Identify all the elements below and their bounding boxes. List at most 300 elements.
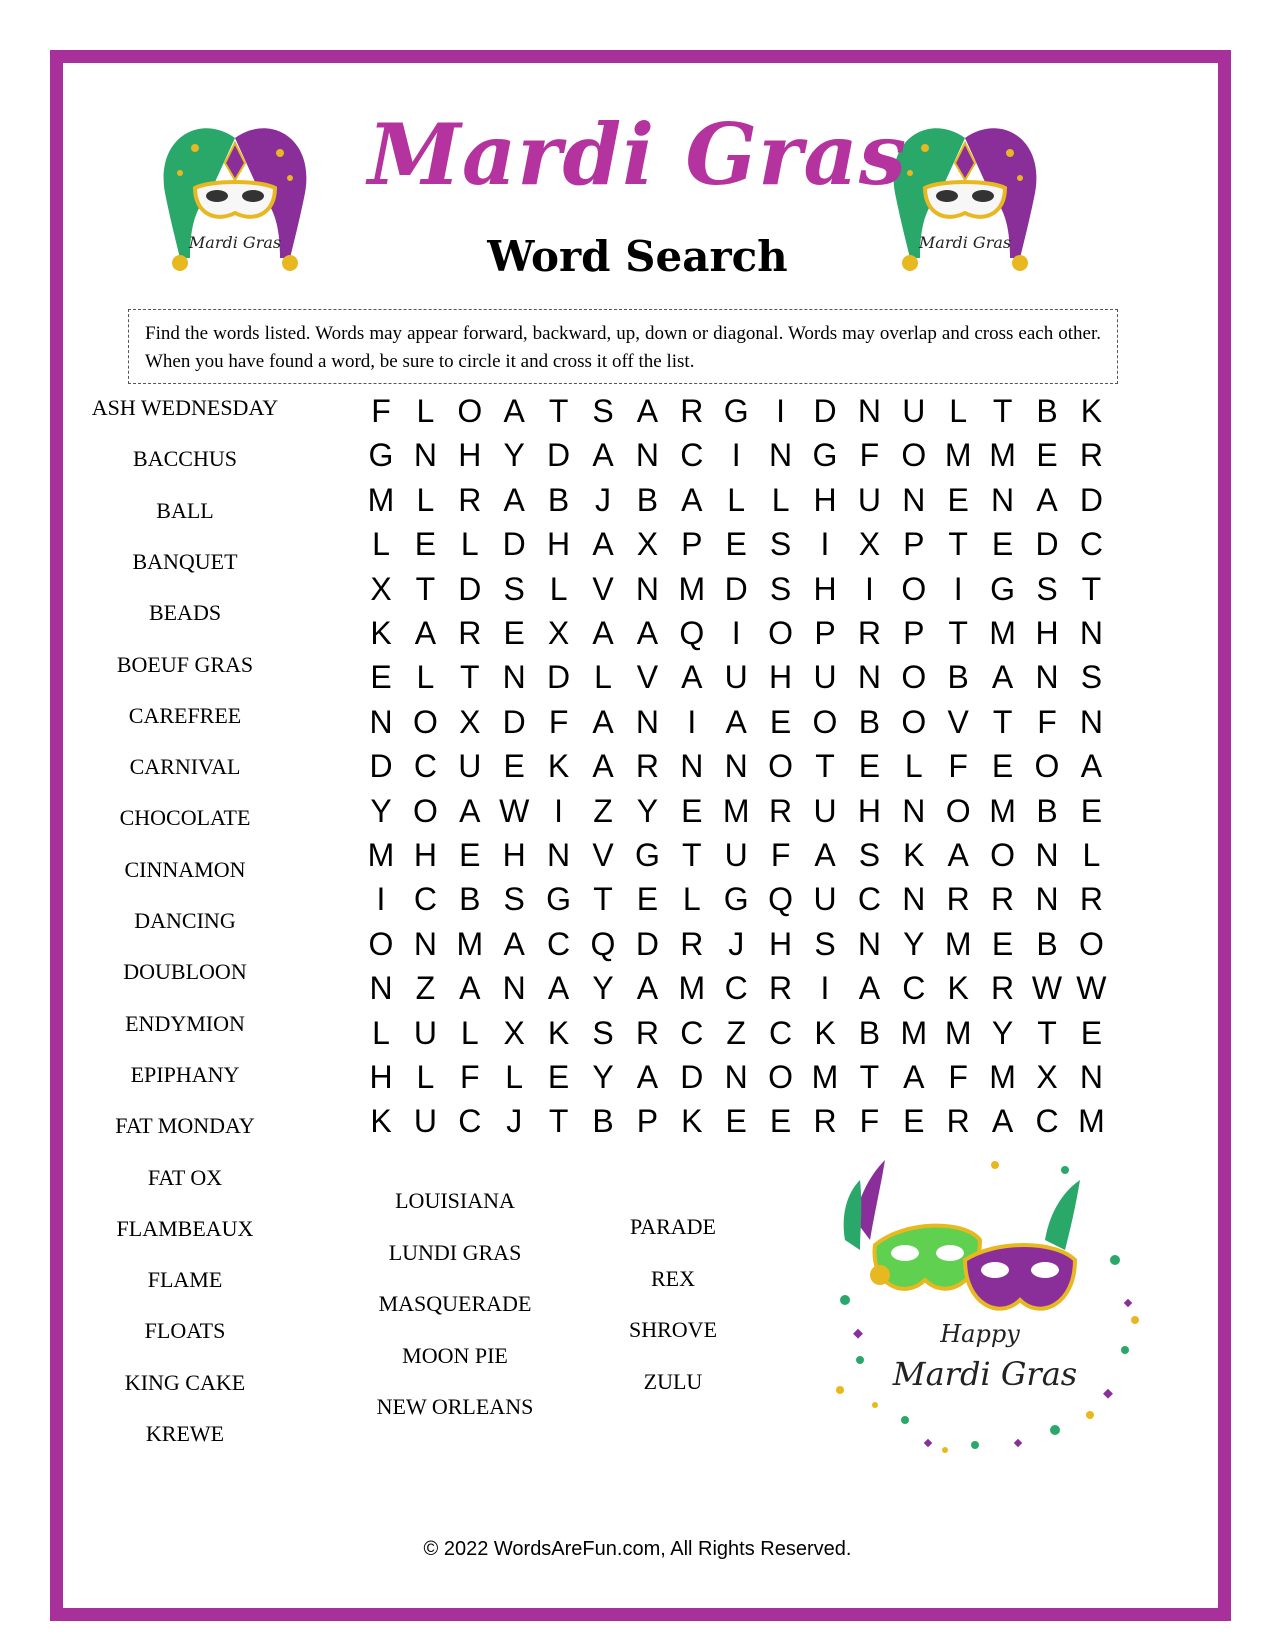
grid-letter[interactable]: O xyxy=(457,393,483,429)
grid-letter[interactable]: M xyxy=(722,792,750,829)
grid-letter[interactable]: M xyxy=(989,1059,1016,1095)
grid-letter[interactable]: O xyxy=(412,792,438,829)
grid-letter[interactable]: N xyxy=(369,703,393,740)
grid-letter[interactable]: O xyxy=(812,703,838,740)
grid-letter[interactable]: F xyxy=(948,748,968,785)
grid-letter[interactable]: K xyxy=(547,1014,570,1051)
grid-letter[interactable]: H xyxy=(502,837,526,873)
grid-letter[interactable]: M xyxy=(367,481,395,518)
grid-letter[interactable]: N xyxy=(502,659,526,696)
grid-letter[interactable]: L xyxy=(904,748,923,785)
grid-letter[interactable]: H xyxy=(857,792,881,829)
grid-letter[interactable]: N xyxy=(857,393,881,429)
grid-letter[interactable]: I xyxy=(953,570,963,607)
grid-letter[interactable]: L xyxy=(549,570,568,607)
grid-letter[interactable]: O xyxy=(901,570,927,607)
grid-letter[interactable]: X xyxy=(370,570,392,607)
grid-letter[interactable]: F xyxy=(948,1059,968,1095)
grid-letter[interactable]: L xyxy=(416,481,435,518)
grid-letter[interactable]: Y xyxy=(991,1014,1014,1051)
grid-letter[interactable]: A xyxy=(459,792,481,829)
grid-letter[interactable]: U xyxy=(724,837,748,873)
grid-letter[interactable]: L xyxy=(416,659,435,696)
grid-letter[interactable]: Q xyxy=(768,881,794,918)
grid-letter[interactable]: Y xyxy=(636,792,659,829)
grid-letter[interactable]: J xyxy=(728,925,745,962)
grid-letter[interactable]: O xyxy=(412,703,438,740)
grid-letter[interactable]: V xyxy=(592,570,614,607)
grid-letter[interactable]: M xyxy=(900,1014,928,1051)
grid-letter[interactable]: A xyxy=(814,837,836,873)
grid-letter[interactable]: I xyxy=(820,970,830,1007)
grid-letter[interactable]: I xyxy=(554,792,564,829)
grid-letter[interactable]: S xyxy=(503,881,525,918)
grid-letter[interactable]: H xyxy=(769,925,793,962)
grid-letter[interactable]: G xyxy=(723,393,749,429)
grid-letter[interactable]: A xyxy=(681,659,703,696)
grid-letter[interactable]: R xyxy=(680,925,704,962)
grid-letter[interactable]: V xyxy=(592,837,614,873)
grid-letter[interactable]: R xyxy=(991,970,1015,1007)
grid-letter[interactable]: M xyxy=(1078,1103,1105,1140)
grid-letter[interactable]: B xyxy=(1036,925,1058,962)
grid-letter[interactable]: E xyxy=(858,748,881,785)
word-list-item: FAT MONDAY xyxy=(115,1113,255,1139)
grid-letter[interactable]: Q xyxy=(590,925,616,962)
grid-letter[interactable]: N xyxy=(857,925,881,962)
grid-letter[interactable]: H xyxy=(458,437,482,474)
grid-letter[interactable]: N xyxy=(902,481,926,518)
grid-letter[interactable]: B xyxy=(636,481,659,518)
grid-letter[interactable]: I xyxy=(731,437,741,474)
grid-letter[interactable]: O xyxy=(768,1059,794,1095)
grid-letter[interactable]: H xyxy=(813,570,837,607)
grid-letter[interactable]: N xyxy=(1079,1059,1103,1095)
grid-letter[interactable]: T xyxy=(859,1059,880,1095)
grid-letter[interactable]: O xyxy=(1078,925,1104,962)
grid-letter[interactable]: P xyxy=(903,526,925,563)
grid-letter[interactable]: B xyxy=(947,659,969,696)
grid-letter[interactable]: K xyxy=(370,615,392,651)
grid-letter[interactable]: F xyxy=(770,837,791,873)
page-title: Mardi Gras xyxy=(367,105,908,204)
word-list-item: BEADS xyxy=(148,600,222,626)
grid-letter[interactable]: R xyxy=(1079,881,1103,918)
grid-letter[interactable]: P xyxy=(681,526,703,563)
grid-letter[interactable]: H xyxy=(769,659,793,696)
grid-letter[interactable]: T xyxy=(1081,570,1102,607)
grid-letter[interactable]: M xyxy=(944,1014,972,1051)
grid-letter[interactable]: A xyxy=(1080,748,1103,785)
grid-letter[interactable]: E xyxy=(991,748,1014,785)
grid-letter[interactable]: R xyxy=(1079,437,1103,474)
grid-letter[interactable]: N xyxy=(1035,881,1059,918)
grid-letter[interactable]: M xyxy=(456,925,484,962)
grid-letter[interactable]: E xyxy=(459,837,481,873)
grid-letter[interactable]: L xyxy=(727,481,746,518)
grid-letter[interactable]: N xyxy=(769,437,793,474)
grid-letter[interactable]: N xyxy=(413,925,437,962)
grid-letter[interactable]: D xyxy=(547,659,571,696)
grid-letter[interactable]: K xyxy=(947,970,969,1007)
grid-letter[interactable]: X xyxy=(503,1014,525,1051)
grid-letter[interactable]: U xyxy=(458,748,482,785)
grid-letter[interactable]: Z xyxy=(726,1014,746,1051)
grid-letter[interactable]: C xyxy=(413,881,437,918)
grid-letter[interactable]: U xyxy=(857,481,881,518)
grid-letter[interactable]: I xyxy=(776,393,786,429)
grid-letter[interactable]: L xyxy=(460,526,479,563)
grid-letter[interactable]: C xyxy=(680,1014,704,1051)
grid-letter[interactable]: C xyxy=(413,748,437,785)
grid-letter[interactable]: N xyxy=(902,881,926,918)
grid-letter[interactable]: U xyxy=(813,881,837,918)
grid-letter[interactable]: A xyxy=(636,970,659,1007)
grid-letter[interactable]: A xyxy=(947,837,969,873)
grid-letter[interactable]: X xyxy=(459,703,481,740)
grid-letter[interactable]: F xyxy=(460,1059,480,1095)
grid-letter[interactable]: G xyxy=(368,437,394,474)
grid-letter[interactable]: Y xyxy=(592,970,614,1007)
grid-letter[interactable]: E xyxy=(370,659,392,696)
grid-letter[interactable]: E xyxy=(414,526,437,563)
grid-letter[interactable]: Y xyxy=(592,1059,614,1095)
grid-letter[interactable]: R xyxy=(769,792,793,829)
grid-letter[interactable]: D xyxy=(724,570,748,607)
grid-letter[interactable]: T xyxy=(460,659,480,696)
grid-letter[interactable]: D xyxy=(813,393,837,429)
grid-letter[interactable]: A xyxy=(858,970,881,1007)
grid-letter[interactable]: N xyxy=(635,437,659,474)
word-list-item: NEW ORLEANS xyxy=(376,1394,534,1419)
grid-letter[interactable]: T xyxy=(948,526,968,563)
grid-letter[interactable]: K xyxy=(1080,393,1103,429)
grid-letter[interactable]: O xyxy=(901,703,927,740)
grid-letter[interactable]: T xyxy=(948,615,968,651)
grid-letter[interactable]: L xyxy=(1082,837,1101,873)
grid-letter[interactable]: D xyxy=(369,748,393,785)
grid-letter[interactable]: T xyxy=(548,393,569,429)
grid-letter[interactable]: F xyxy=(371,393,391,429)
grid-letter[interactable]: A xyxy=(592,526,614,563)
grid-letter[interactable]: G xyxy=(812,437,838,474)
grid-letter[interactable]: C xyxy=(458,1103,482,1140)
grid-letter[interactable]: W xyxy=(1031,970,1063,1007)
grid-letter[interactable]: F xyxy=(859,1103,880,1140)
grid-letter[interactable]: D xyxy=(635,925,659,962)
grid-letter[interactable]: E xyxy=(947,481,969,518)
grid-letter[interactable]: N xyxy=(680,748,704,785)
grid-letter[interactable]: T xyxy=(1037,1014,1057,1051)
grid-letter[interactable]: O xyxy=(768,615,794,651)
grid-letter[interactable]: X xyxy=(858,526,881,563)
grid-letter[interactable]: N xyxy=(724,748,748,785)
grid-letter[interactable]: A xyxy=(681,481,703,518)
grid-letter[interactable]: R xyxy=(458,615,482,651)
grid-letter[interactable]: D xyxy=(547,437,571,474)
grid-letter[interactable]: A xyxy=(503,393,525,429)
grid-letter[interactable]: U xyxy=(813,792,837,829)
grid-letter[interactable]: Y xyxy=(370,792,392,829)
grid-letter[interactable]: E xyxy=(547,1059,570,1095)
grid-letter[interactable]: R xyxy=(946,881,970,918)
grid-letter[interactable]: B xyxy=(592,1103,614,1140)
grid-letter[interactable]: A xyxy=(503,925,525,962)
grid-letter[interactable]: B xyxy=(547,481,570,518)
grid-letter[interactable]: L xyxy=(949,393,968,429)
grid-letter[interactable]: T xyxy=(992,393,1013,429)
grid-letter[interactable]: L xyxy=(416,1059,435,1095)
grid-letter[interactable]: N xyxy=(413,437,437,474)
grid-letter[interactable]: B xyxy=(858,1014,881,1051)
grid-letter[interactable]: R xyxy=(769,970,793,1007)
grid-letter[interactable]: N xyxy=(1079,703,1103,740)
grid-letter[interactable]: N xyxy=(1035,837,1059,873)
grid-letter[interactable]: A xyxy=(991,1103,1014,1140)
grid-letter[interactable]: K xyxy=(681,1103,703,1140)
grid-letter[interactable]: U xyxy=(413,1014,437,1051)
grid-letter[interactable]: I xyxy=(820,526,830,563)
grid-letter[interactable]: N xyxy=(635,703,659,740)
grid-letter[interactable]: O xyxy=(901,437,927,474)
grid-letter[interactable]: D xyxy=(680,1059,704,1095)
grid-letter[interactable]: R xyxy=(680,393,704,429)
grid-letter[interactable]: A xyxy=(636,1059,659,1095)
grid-letter[interactable]: A xyxy=(636,393,659,429)
word-list-item: CINNAMON xyxy=(124,856,246,882)
grid-letter[interactable]: A xyxy=(414,615,437,651)
grid-letter[interactable]: A xyxy=(592,748,614,785)
grid-letter[interactable]: S xyxy=(1036,570,1058,607)
grid-letter[interactable]: S xyxy=(592,1014,614,1051)
grid-letter[interactable]: X xyxy=(1036,1059,1058,1095)
grid-letter[interactable]: N xyxy=(902,792,926,829)
grid-letter[interactable]: B xyxy=(1036,792,1058,829)
grid-letter[interactable]: N xyxy=(1079,615,1103,651)
grid-letter[interactable]: N xyxy=(635,570,659,607)
grid-letter[interactable]: L xyxy=(416,393,435,429)
grid-letter[interactable]: T xyxy=(548,1103,569,1140)
grid-letter[interactable]: D xyxy=(502,526,526,563)
grid-letter[interactable]: D xyxy=(1079,481,1103,518)
grid-letter[interactable]: Y xyxy=(903,925,925,962)
word-list-item: FLAME xyxy=(147,1267,223,1293)
grid-letter[interactable]: E xyxy=(991,925,1014,962)
grid-letter[interactable]: P xyxy=(814,615,836,651)
grid-letter[interactable]: S xyxy=(858,837,881,873)
grid-letter[interactable]: O xyxy=(945,792,971,829)
grid-letter[interactable]: K xyxy=(903,837,925,873)
grid-letter[interactable]: N xyxy=(1035,659,1059,696)
grid-letter[interactable]: O xyxy=(901,659,927,696)
grid-letter[interactable]: W xyxy=(1076,970,1107,1007)
grid-letter[interactable]: H xyxy=(369,1059,393,1095)
grid-letter[interactable]: B xyxy=(858,703,881,740)
grid-letter[interactable]: C xyxy=(857,881,881,918)
grid-letter[interactable]: H xyxy=(1035,615,1059,651)
grid-letter[interactable]: N xyxy=(502,970,526,1007)
word-list-item: ENDYMION xyxy=(125,1010,245,1036)
grid-letter[interactable]: C xyxy=(680,437,704,474)
grid-letter[interactable]: C xyxy=(1079,526,1103,563)
grid-letter[interactable]: B xyxy=(1036,393,1058,429)
word-list-item: DANCING xyxy=(134,908,236,933)
grid-letter[interactable]: E xyxy=(903,1103,925,1140)
grid-letter[interactable]: R xyxy=(635,748,659,785)
grid-letter[interactable]: A xyxy=(503,481,525,518)
grid-letter[interactable]: O xyxy=(1034,748,1060,785)
grid-letter[interactable]: E xyxy=(1036,437,1058,474)
grid-letter[interactable]: T xyxy=(415,570,436,607)
grid-letter[interactable]: C xyxy=(1035,1103,1059,1140)
grid-letter[interactable]: D xyxy=(458,570,482,607)
grid-letter[interactable]: M xyxy=(989,792,1016,829)
word-list-item: MOON PIE xyxy=(402,1342,508,1368)
grid-letter[interactable]: M xyxy=(989,437,1016,474)
grid-letter[interactable]: B xyxy=(459,881,481,918)
grid-letter[interactable]: E xyxy=(1080,1014,1103,1051)
grid-letter[interactable]: F xyxy=(548,703,569,740)
grid-letter[interactable]: I xyxy=(731,615,741,651)
grid-letter[interactable]: E xyxy=(1080,792,1103,829)
grid-letter[interactable]: X xyxy=(547,615,570,651)
grid-letter[interactable]: I xyxy=(864,570,874,607)
grid-letter[interactable]: I xyxy=(376,881,386,918)
grid-letter[interactable]: A xyxy=(592,615,614,651)
grid-letter[interactable]: O xyxy=(990,837,1016,873)
grid-letter[interactable]: C xyxy=(547,925,571,962)
grid-letter[interactable]: Z xyxy=(593,792,613,829)
grid-letter[interactable]: M xyxy=(944,925,972,962)
grid-letter[interactable]: H xyxy=(813,481,837,518)
grid-letter[interactable]: A xyxy=(991,659,1014,696)
grid-letter[interactable]: S xyxy=(769,526,792,563)
grid-letter[interactable]: M xyxy=(989,615,1016,651)
grid-letter[interactable]: K xyxy=(547,748,570,785)
grid-letter[interactable]: L xyxy=(372,1014,390,1051)
grid-letter[interactable]: L xyxy=(682,881,701,918)
grid-letter[interactable]: V xyxy=(636,659,659,696)
grid-letter[interactable]: M xyxy=(678,570,706,607)
grid-letter[interactable]: A xyxy=(592,703,614,740)
grid-letter[interactable]: N xyxy=(991,481,1015,518)
grid-letter[interactable]: M xyxy=(678,970,706,1007)
grid-letter[interactable]: M xyxy=(944,437,972,474)
grid-letter[interactable]: G xyxy=(634,837,660,873)
grid-letter[interactable]: N xyxy=(369,970,393,1007)
grid-letter[interactable]: S xyxy=(814,925,836,962)
grid-letter[interactable]: G xyxy=(546,881,572,918)
grid-letter[interactable]: P xyxy=(903,615,925,651)
grid-letter[interactable]: E xyxy=(725,1103,747,1140)
grid-letter[interactable]: E xyxy=(503,748,525,785)
grid-letter[interactable]: U xyxy=(813,659,837,696)
grid-letter[interactable]: K xyxy=(814,1014,836,1051)
grid-letter[interactable]: E xyxy=(503,615,525,651)
grid-letter[interactable]: T xyxy=(815,748,835,785)
grid-letter[interactable]: E xyxy=(636,881,659,918)
grid-letter[interactable]: R xyxy=(635,1014,659,1051)
grid-letter[interactable]: H xyxy=(413,837,437,873)
grid-letter[interactable]: R xyxy=(991,881,1015,918)
grid-letter[interactable]: A xyxy=(459,970,481,1007)
grid-letter[interactable]: R xyxy=(813,1103,837,1140)
grid-letter[interactable]: J xyxy=(595,481,611,518)
grid-letter[interactable]: L xyxy=(594,659,612,696)
grid-letter[interactable]: C xyxy=(769,1014,793,1051)
word-list-item: BACCHUS xyxy=(133,446,237,472)
grid-letter[interactable]: S xyxy=(503,570,525,607)
grid-letter[interactable]: M xyxy=(811,1059,839,1095)
grid-letter[interactable]: T xyxy=(992,703,1013,740)
grid-letter[interactable]: U xyxy=(413,1103,437,1140)
grid-letter[interactable]: F xyxy=(1037,703,1057,740)
grid-letter[interactable]: T xyxy=(682,837,702,873)
grid-letter[interactable]: R xyxy=(946,1103,970,1140)
grid-letter[interactable]: Z xyxy=(415,970,436,1007)
grid-letter[interactable]: C xyxy=(724,970,748,1007)
grid-letter[interactable]: N xyxy=(547,837,571,873)
grid-letter[interactable]: M xyxy=(367,837,395,873)
grid-letter[interactable]: R xyxy=(857,615,881,651)
grid-letter[interactable]: T xyxy=(593,881,613,918)
grid-letter[interactable]: A xyxy=(592,437,614,474)
grid-letter[interactable]: H xyxy=(547,526,571,563)
grid-letter[interactable]: N xyxy=(857,659,881,696)
grid-letter[interactable]: A xyxy=(903,1059,925,1095)
grid-letter[interactable]: L xyxy=(460,1014,479,1051)
grid-letter[interactable]: S xyxy=(592,393,614,429)
grid-letter[interactable]: E xyxy=(725,526,747,563)
grid-letter[interactable]: Q xyxy=(679,615,705,651)
grid-letter[interactable]: A xyxy=(547,970,570,1007)
grid-letter[interactable]: L xyxy=(771,481,790,518)
grid-letter[interactable]: C xyxy=(902,970,926,1007)
grid-letter[interactable]: P xyxy=(636,1103,659,1140)
word-list-item: BANQUET xyxy=(132,548,238,574)
grid-letter[interactable]: G xyxy=(723,881,749,918)
grid-letter[interactable]: V xyxy=(947,703,969,740)
grid-letter[interactable]: W xyxy=(499,792,530,829)
grid-letter[interactable]: O xyxy=(368,925,394,962)
grid-letter[interactable]: Y xyxy=(503,437,525,474)
grid-letter[interactable]: U xyxy=(902,393,926,429)
grid-letter[interactable]: G xyxy=(990,570,1016,607)
grid-letter[interactable]: A xyxy=(725,703,747,740)
grid-letter[interactable]: X xyxy=(636,526,659,563)
grid-letter[interactable]: I xyxy=(687,703,697,740)
grid-letter[interactable]: D xyxy=(1035,526,1059,563)
grid-letter[interactable]: E xyxy=(769,1103,792,1140)
grid-letter[interactable]: A xyxy=(1036,481,1058,518)
grid-letter[interactable]: S xyxy=(1080,659,1103,696)
grid-letter[interactable]: S xyxy=(769,570,792,607)
grid-letter[interactable]: D xyxy=(502,703,526,740)
grid-letter[interactable]: K xyxy=(370,1103,392,1140)
grid-letter[interactable]: U xyxy=(724,659,748,696)
grid-letter[interactable]: N xyxy=(724,1059,748,1095)
grid-letter[interactable]: O xyxy=(768,748,794,785)
grid-letter[interactable]: E xyxy=(769,703,792,740)
grid-letter[interactable]: A xyxy=(636,615,659,651)
grid-letter[interactable]: R xyxy=(458,481,482,518)
grid-letter[interactable]: E xyxy=(681,792,703,829)
grid-letter[interactable]: L xyxy=(505,1059,524,1095)
grid-letter[interactable]: F xyxy=(859,437,880,474)
grid-letter[interactable]: J xyxy=(506,1103,523,1140)
grid-letter[interactable]: L xyxy=(372,526,390,563)
grid-letter[interactable]: E xyxy=(991,526,1014,563)
